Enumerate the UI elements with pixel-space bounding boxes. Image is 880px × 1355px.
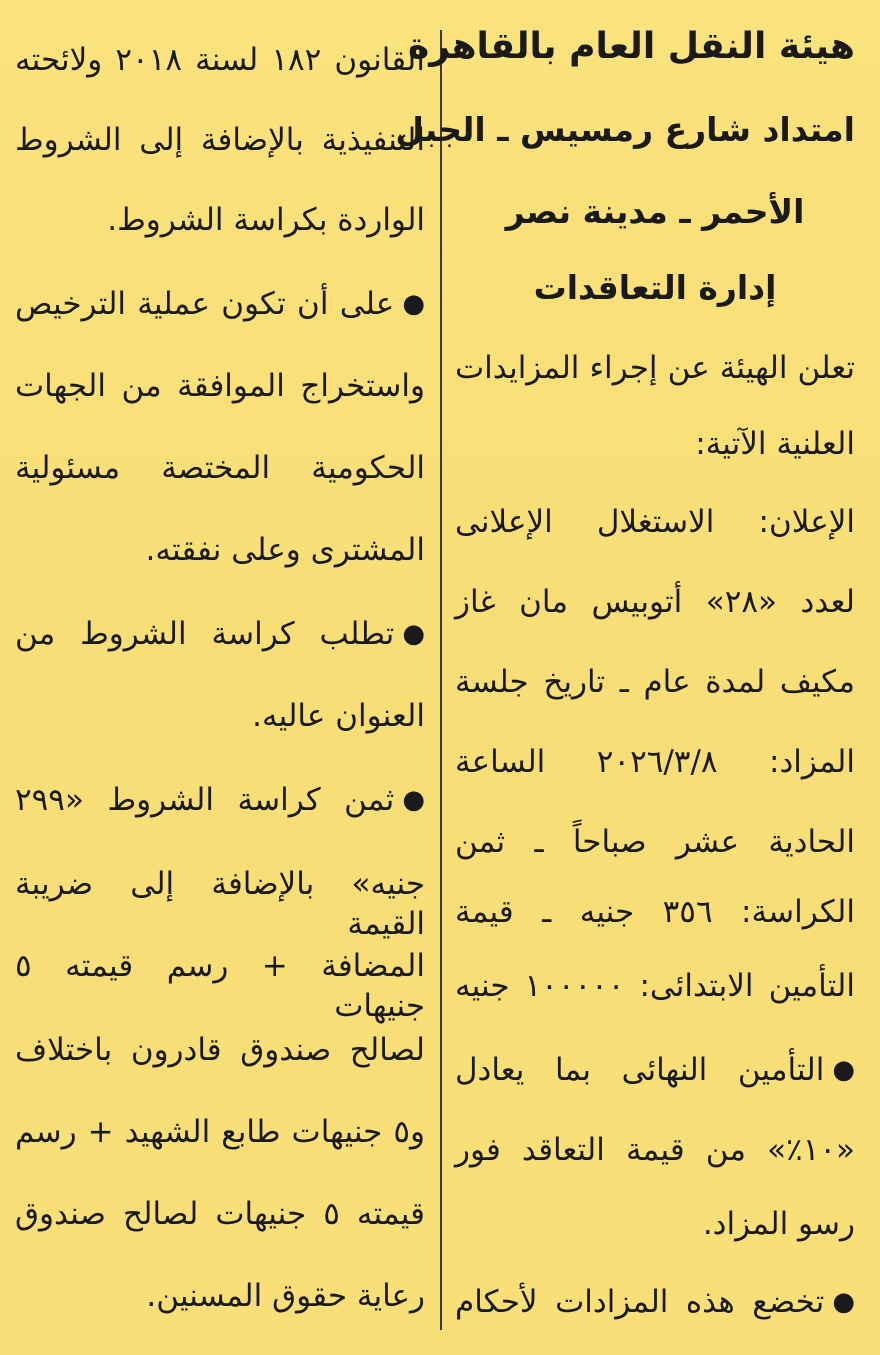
body-line: المضافة + رسم قيمته ٥ جنيهات [15, 948, 425, 1024]
body-line: الواردة بكراسة الشروط. [107, 202, 425, 238]
body-line: قيمته ٥ جنيهات لصالح صندوق [15, 1196, 425, 1232]
department-name: إدارة التعاقدات [533, 268, 777, 307]
body-line: المشترى وعلى نفقته. [145, 532, 425, 568]
body-line: التنفيذية بالإضافة إلى الشروط [15, 122, 425, 158]
body-line: جنيه» بالإضافة إلى ضريبة القيمة [15, 866, 425, 942]
body-line: الكراسة: ٣٥٦ جنيه ـ قيمة [455, 894, 855, 930]
bullet-line: ● التأمين النهائى بما يعادل [455, 1050, 855, 1090]
bullet-line: ● تطلب كراسة الشروط من [15, 614, 425, 654]
body-line: واستخراج الموافقة من الجهات [15, 368, 425, 404]
body-line: القانون ١٨٢ لسنة ٢٠١٨ ولائحته [15, 42, 425, 78]
body-line: رسو المزاد. [702, 1206, 855, 1242]
body-line: الإعلان: الاستغلال الإعلانى [455, 504, 855, 540]
body-line: و٥ جنيهات طابع الشهيد + رسم [15, 1114, 425, 1150]
body-line: رعاية حقوق المسنين. [146, 1278, 425, 1314]
bullet-line: ● على أن تكون عملية الترخيص [15, 284, 425, 324]
body-line: لصالح صندوق قادرون باختلاف [15, 1032, 425, 1068]
body-line: العنوان عاليه. [252, 698, 425, 734]
body-line: المزاد: ٢٠٢٦/٣/٨ الساعة [455, 744, 855, 780]
body-line: الحادية عشر صباحاً ـ ثمن [455, 824, 855, 860]
address-line-1: امتداد شارع رمسيس ـ الجبل [395, 110, 855, 149]
bullet-line: ● ثمن كراسة الشروط «٢٩٩ [15, 780, 425, 820]
body-line: الحكومية المختصة مسئولية [15, 450, 425, 486]
body-line: تعلن الهيئة عن إجراء المزايدات [455, 350, 855, 386]
org-name: هيئة النقل العام بالقاهرة [407, 26, 855, 67]
column-divider [440, 30, 442, 1330]
body-line: لعدد «٢٨» أتوبيس مان غاز [455, 584, 855, 620]
address-line-2: الأحمر ـ مدينة نصر [505, 192, 805, 231]
body-line: مكيف لمدة عام ـ تاريخ جلسة [455, 664, 855, 700]
body-line: العلنية الآتية: [695, 426, 855, 462]
body-line: التأمين الابتدائى: ١٠٠٠٠٠ جنيه [455, 968, 855, 1004]
body-line: «١٠٪» من قيمة التعاقد فور [455, 1132, 855, 1168]
bullet-line: ● تخضع هذه المزادات لأحكام [455, 1282, 855, 1322]
